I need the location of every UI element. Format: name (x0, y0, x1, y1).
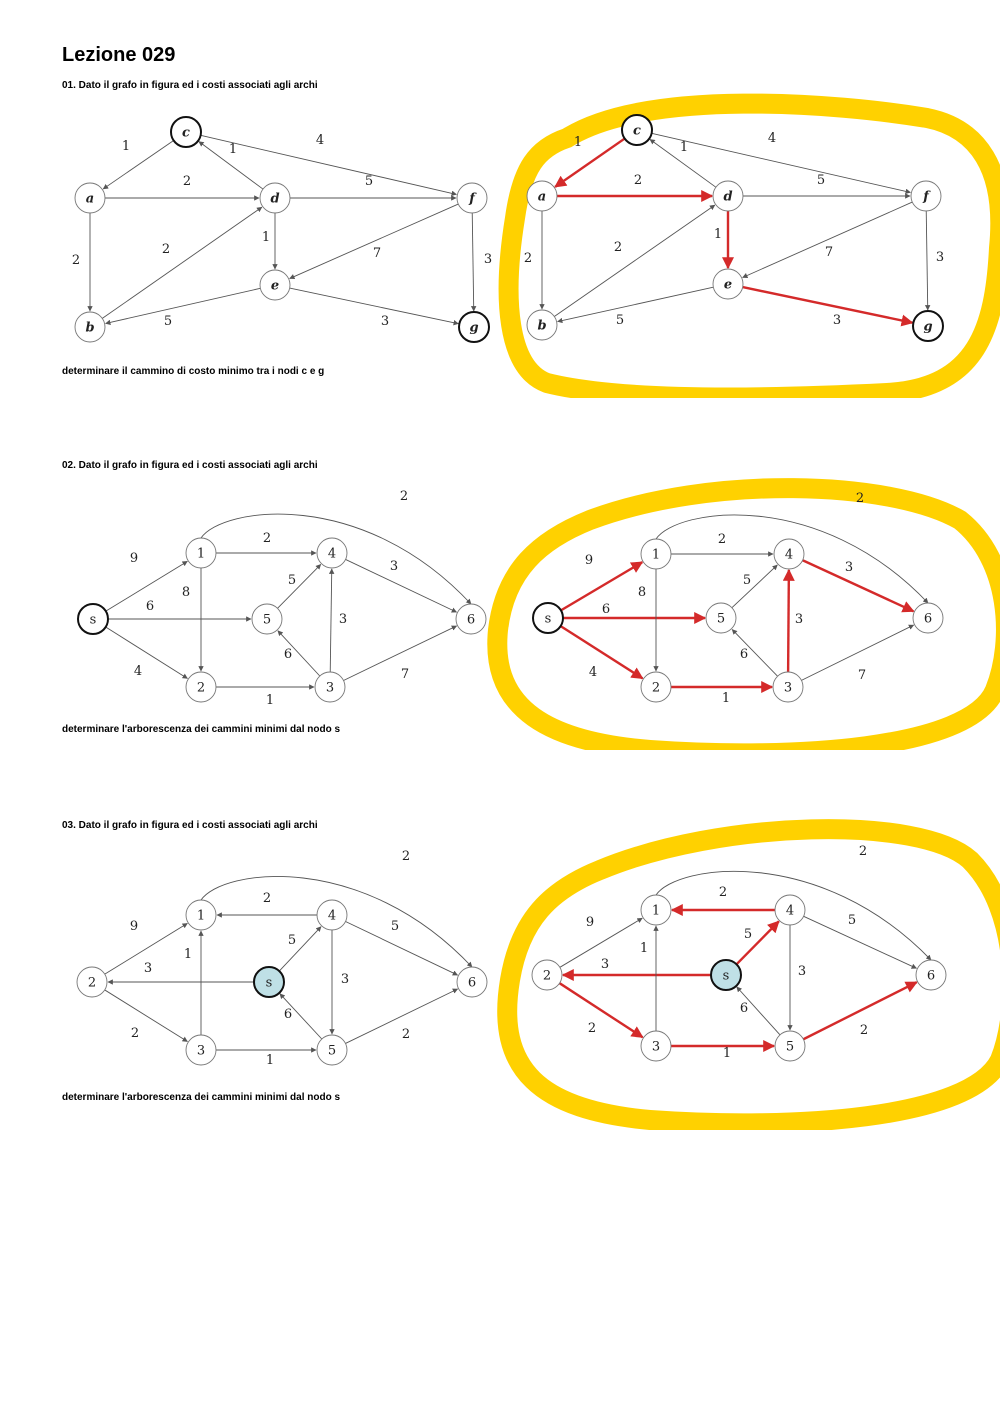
edge-cost-5-s: 6 (739, 1001, 749, 1016)
node-label-s: s (89, 612, 97, 628)
node-label-6: 6 (467, 975, 477, 991)
node-label-f: f (469, 191, 475, 207)
edge-cost-f-g: 3 (935, 250, 945, 265)
edge-f-e (743, 202, 913, 277)
edge-cost-3-5: 6 (283, 647, 293, 662)
edge-cost-5-6: 2 (859, 1023, 869, 1038)
node-label-3: 3 (651, 1039, 661, 1055)
node-label-1: 1 (196, 908, 206, 924)
node-label-1: 1 (196, 546, 206, 562)
edge-e-g (743, 287, 913, 323)
edge-cost-b-d: 2 (161, 242, 171, 257)
edge-3-4 (788, 570, 789, 672)
edge-s-4 (737, 921, 779, 964)
edge-cost-1-4: 2 (717, 532, 727, 547)
edge-cost-d-e: 1 (261, 230, 271, 245)
edge-cost-f-e: 7 (824, 245, 834, 260)
edge-cost-c-f: 4 (315, 133, 325, 148)
edge-4-6 (346, 921, 458, 975)
edge-cost-s-5: 6 (145, 599, 155, 614)
node-label-4: 4 (327, 908, 337, 924)
edge-cost-3-6: 7 (857, 668, 867, 683)
node-label-s: s (265, 975, 273, 991)
edge-cost-d-e: 1 (713, 227, 723, 242)
question-1-prompt: determinare il cammino di costo minimo tra i nodi c e g (62, 366, 325, 377)
node-label-5: 5 (327, 1043, 337, 1059)
edge-b-d (102, 207, 262, 318)
edge-cost-s-1: 9 (129, 551, 139, 566)
node-label-s: s (722, 968, 730, 984)
node-label-c: c (633, 123, 641, 139)
node-label-5: 5 (716, 611, 726, 627)
edge-cost-4-5: 3 (340, 972, 350, 987)
edge-c-f (201, 135, 457, 194)
edge-cost-c-a: 1 (573, 135, 583, 150)
node-label-2: 2 (196, 680, 206, 696)
edge-cost-1-6: 2 (399, 489, 409, 504)
node-label-6: 6 (926, 968, 936, 984)
edge-cost-2-3: 1 (265, 693, 275, 707)
node-label-e: e (723, 277, 733, 293)
edge-f-g (472, 213, 474, 311)
node-label-g: g (469, 320, 479, 336)
edge-cost-s-2: 4 (133, 664, 143, 679)
edge-cost-5-4: 5 (287, 573, 297, 588)
question-3-solution-graph (495, 800, 1000, 1130)
edge-cost-1-6: 2 (858, 844, 868, 859)
edge-s-2 (561, 626, 643, 678)
node-label-4: 4 (327, 546, 337, 562)
node-label-2: 2 (651, 680, 661, 696)
edge-cost-4-1: 2 (718, 885, 728, 900)
edge-5-4 (278, 564, 321, 608)
edge-3-4 (330, 569, 332, 672)
node-label-1: 1 (651, 903, 661, 919)
edge-cost-d-c: 1 (228, 142, 238, 157)
edge-cost-3-4: 3 (794, 612, 804, 627)
question-3-prompt: determinare l'arborescenza dei cammini minimi dal nodo s (62, 1092, 341, 1103)
edge-cost-s-5: 6 (601, 602, 611, 617)
edge-cost-4-6: 5 (390, 919, 400, 934)
node-label-e: e (270, 278, 280, 294)
edge-cost-2-3: 1 (721, 691, 731, 706)
edge-cost-e-b: 5 (163, 314, 173, 329)
edge-cost-a-b: 2 (523, 251, 533, 266)
edge-cost-2-1: 9 (129, 919, 139, 934)
edge-s-2 (106, 627, 188, 678)
node-label-2: 2 (542, 968, 552, 984)
edge-f-e (290, 204, 459, 278)
edge-cost-a-b: 2 (71, 253, 81, 268)
node-label-2: 2 (87, 975, 97, 991)
edge-4-6 (804, 916, 917, 968)
edge-cost-e-g: 3 (380, 314, 390, 329)
node-label-4: 4 (784, 547, 794, 563)
question-1-solution-graph (495, 88, 1000, 398)
node-label-1: 1 (651, 547, 661, 563)
node-label-d: d (270, 191, 280, 207)
edge-2-3 (105, 990, 188, 1042)
edge-cost-1-6: 2 (401, 849, 411, 864)
question-1-graph (62, 105, 502, 355)
question-2-solution-graph (485, 470, 1000, 750)
node-label-3: 3 (196, 1043, 206, 1059)
edge-cost-s-4: 5 (287, 933, 297, 948)
edge-cost-a-d: 2 (182, 174, 192, 189)
question-2-title: 02. Dato il grafo in figura ed i costi associati agli archi (62, 460, 318, 471)
edge-cost-2-3: 2 (130, 1026, 140, 1041)
edge-e-g (290, 288, 459, 324)
node-label-a: a (537, 189, 547, 205)
edge-b-d (554, 205, 715, 316)
question-3-graph (62, 842, 502, 1077)
node-label-5: 5 (262, 612, 272, 628)
edge-cost-s-1: 9 (584, 553, 594, 568)
edge-cost-d-c: 1 (679, 140, 689, 155)
edge-5-4 (732, 565, 777, 608)
edge-cost-d-f: 5 (364, 174, 374, 189)
question-2-graph (62, 482, 502, 707)
edge-cost-s-2: 4 (588, 665, 598, 680)
edge-cost-f-e: 7 (372, 246, 382, 261)
node-label-6: 6 (466, 612, 476, 628)
edge-cost-4-6: 3 (844, 560, 854, 575)
node-label-6: 6 (923, 611, 933, 627)
edge-f-g (926, 211, 928, 310)
edge-cost-5-s: 6 (283, 1007, 293, 1022)
node-label-b: b (85, 320, 95, 336)
edge-cost-3-5: 1 (722, 1046, 732, 1061)
edge-e-b (106, 288, 261, 323)
edge-cost-1-4: 2 (262, 531, 272, 546)
edge-cost-s-2: 3 (600, 957, 610, 972)
edge-2-3 (560, 983, 643, 1037)
edge-cost-3-1: 1 (183, 947, 193, 962)
edge-cost-2-3: 2 (587, 1021, 597, 1036)
node-label-a: a (85, 191, 95, 207)
edge-cost-s-2: 3 (143, 961, 153, 976)
edge-4-6 (346, 559, 457, 612)
edge-cost-3-5: 1 (265, 1053, 275, 1068)
edge-c-f (652, 133, 911, 192)
edge-cost-2-1: 9 (585, 915, 595, 930)
edge-cost-3-5: 6 (739, 647, 749, 662)
edge-e-b (558, 287, 714, 321)
question-1-title: 01. Dato il grafo in figura ed i costi associati agli archi (62, 80, 318, 91)
node-label-b: b (537, 318, 547, 334)
edge-cost-5-4: 5 (742, 573, 752, 588)
edge-cost-e-g: 3 (832, 313, 842, 328)
edge-c-a (103, 140, 173, 188)
edge-cost-b-d: 2 (613, 240, 623, 255)
node-label-g: g (923, 319, 933, 335)
edge-cost-4-5: 3 (797, 964, 807, 979)
edge-cost-d-f: 5 (816, 173, 826, 188)
question-2-prompt: determinare l'arborescenza dei cammini minimi dal nodo s (62, 724, 341, 735)
edge-cost-5-6: 2 (401, 1027, 411, 1042)
node-label-c: c (182, 125, 190, 141)
edge-cost-s-4: 5 (743, 927, 753, 942)
edge-cost-3-4: 3 (338, 612, 348, 627)
edge-cost-3-1: 1 (639, 941, 649, 956)
edge-cost-4-1: 2 (262, 891, 272, 906)
node-label-5: 5 (785, 1039, 795, 1055)
edge-cost-4-6: 3 (389, 559, 399, 574)
edge-cost-1-2: 8 (637, 585, 647, 600)
page-title: Lezione 029 (62, 44, 176, 66)
node-label-4: 4 (785, 903, 795, 919)
edge-cost-c-f: 4 (767, 131, 777, 146)
edge-cost-c-a: 1 (121, 139, 131, 154)
edge-cost-1-2: 8 (181, 585, 191, 600)
edge-4-6 (803, 560, 914, 611)
edge-cost-4-6: 5 (847, 913, 857, 928)
edge-cost-a-d: 2 (633, 173, 643, 188)
node-label-3: 3 (783, 680, 793, 696)
edge-cost-3-6: 7 (400, 667, 410, 682)
edge-cost-f-g: 3 (483, 252, 493, 267)
node-label-3: 3 (325, 680, 335, 696)
node-label-s: s (544, 611, 552, 627)
question-3-title: 03. Dato il grafo in figura ed i costi associati agli archi (62, 820, 318, 831)
node-label-d: d (723, 189, 733, 205)
edge-s-4 (279, 927, 321, 971)
node-label-f: f (923, 189, 929, 205)
highlight-ring (509, 104, 1000, 398)
edge-cost-1-6: 2 (855, 491, 865, 506)
edge-cost-e-b: 5 (615, 313, 625, 328)
